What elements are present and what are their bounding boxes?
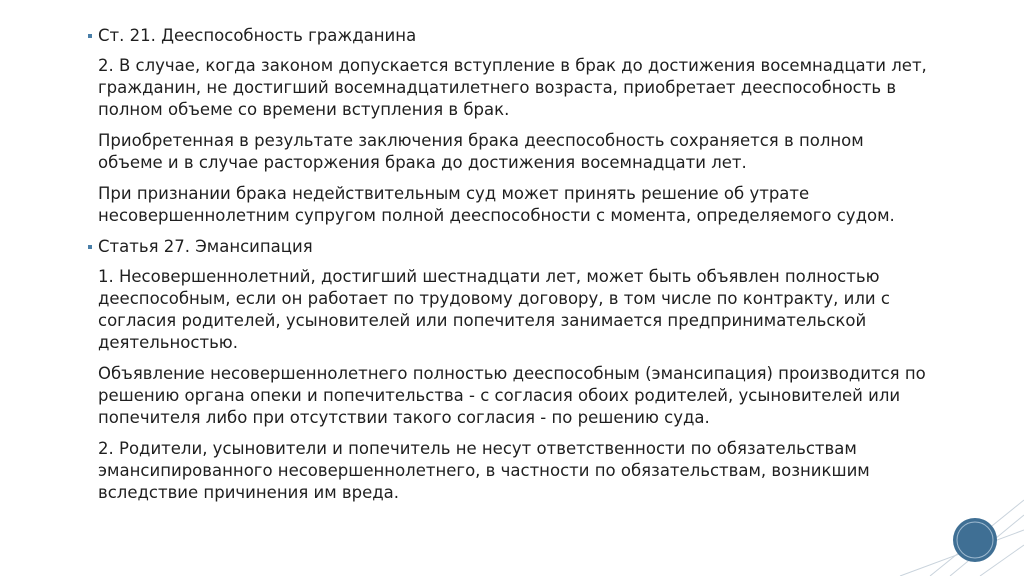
paragraph: При признании брака недействительным суд может принять решение об утрате несовершеннолетним супругом полной дееспособности с момента, определяемого судом.	[98, 184, 895, 225]
paragraph: Объявление несовершеннолетнего полностью дееспособным (эмансипация) производится по решению органа опеки и попечительства - с согласия обоих родителей, усыновителей или попечителя либо при отсутствии такого согласия - по решению суда.	[98, 364, 926, 427]
heading-text: Ст. 21. Дееспособность гражданина	[98, 26, 417, 45]
section-heading-article-27	[88, 236, 928, 258]
paragraph: Приобретенная в результате заключения брака дееспособность сохраняется в полном объеме и в случае расторжения брака до достижения восемнадцати лет.	[98, 131, 864, 172]
slide-content	[98, 25, 928, 513]
paragraph: 1. Несовершеннолетний, достигший шестнадцати лет, может быть объявлен полностью дееспособным, если он работает по трудовому договору, в том числе по контракту, или с согласия родителей, усыновителей или попечителя занимается предпринимательской деятельностью.	[98, 267, 890, 352]
nav-circle-icon[interactable]	[953, 518, 997, 562]
paragraph: 2. В случае, когда законом допускается вступление в брак до достижения восемнадцати лет, гражданин, не достигший восемнадцатилетнего возраста, приобретает дееспособность в полном объеме со времени вступления в брак.	[98, 56, 927, 119]
paragraph: 2. Родители, усыновители и попечитель не несут ответственности по обязательствам эмансипированного несовершеннолетнего, в частности по обязательствам, возникшим вследствие причинения им вреда.	[98, 439, 870, 502]
section-heading-article-21	[88, 25, 928, 47]
bullet-icon	[88, 34, 92, 38]
bullet-icon	[88, 245, 92, 249]
heading-text: Статья 27. Эмансипация	[98, 237, 313, 256]
